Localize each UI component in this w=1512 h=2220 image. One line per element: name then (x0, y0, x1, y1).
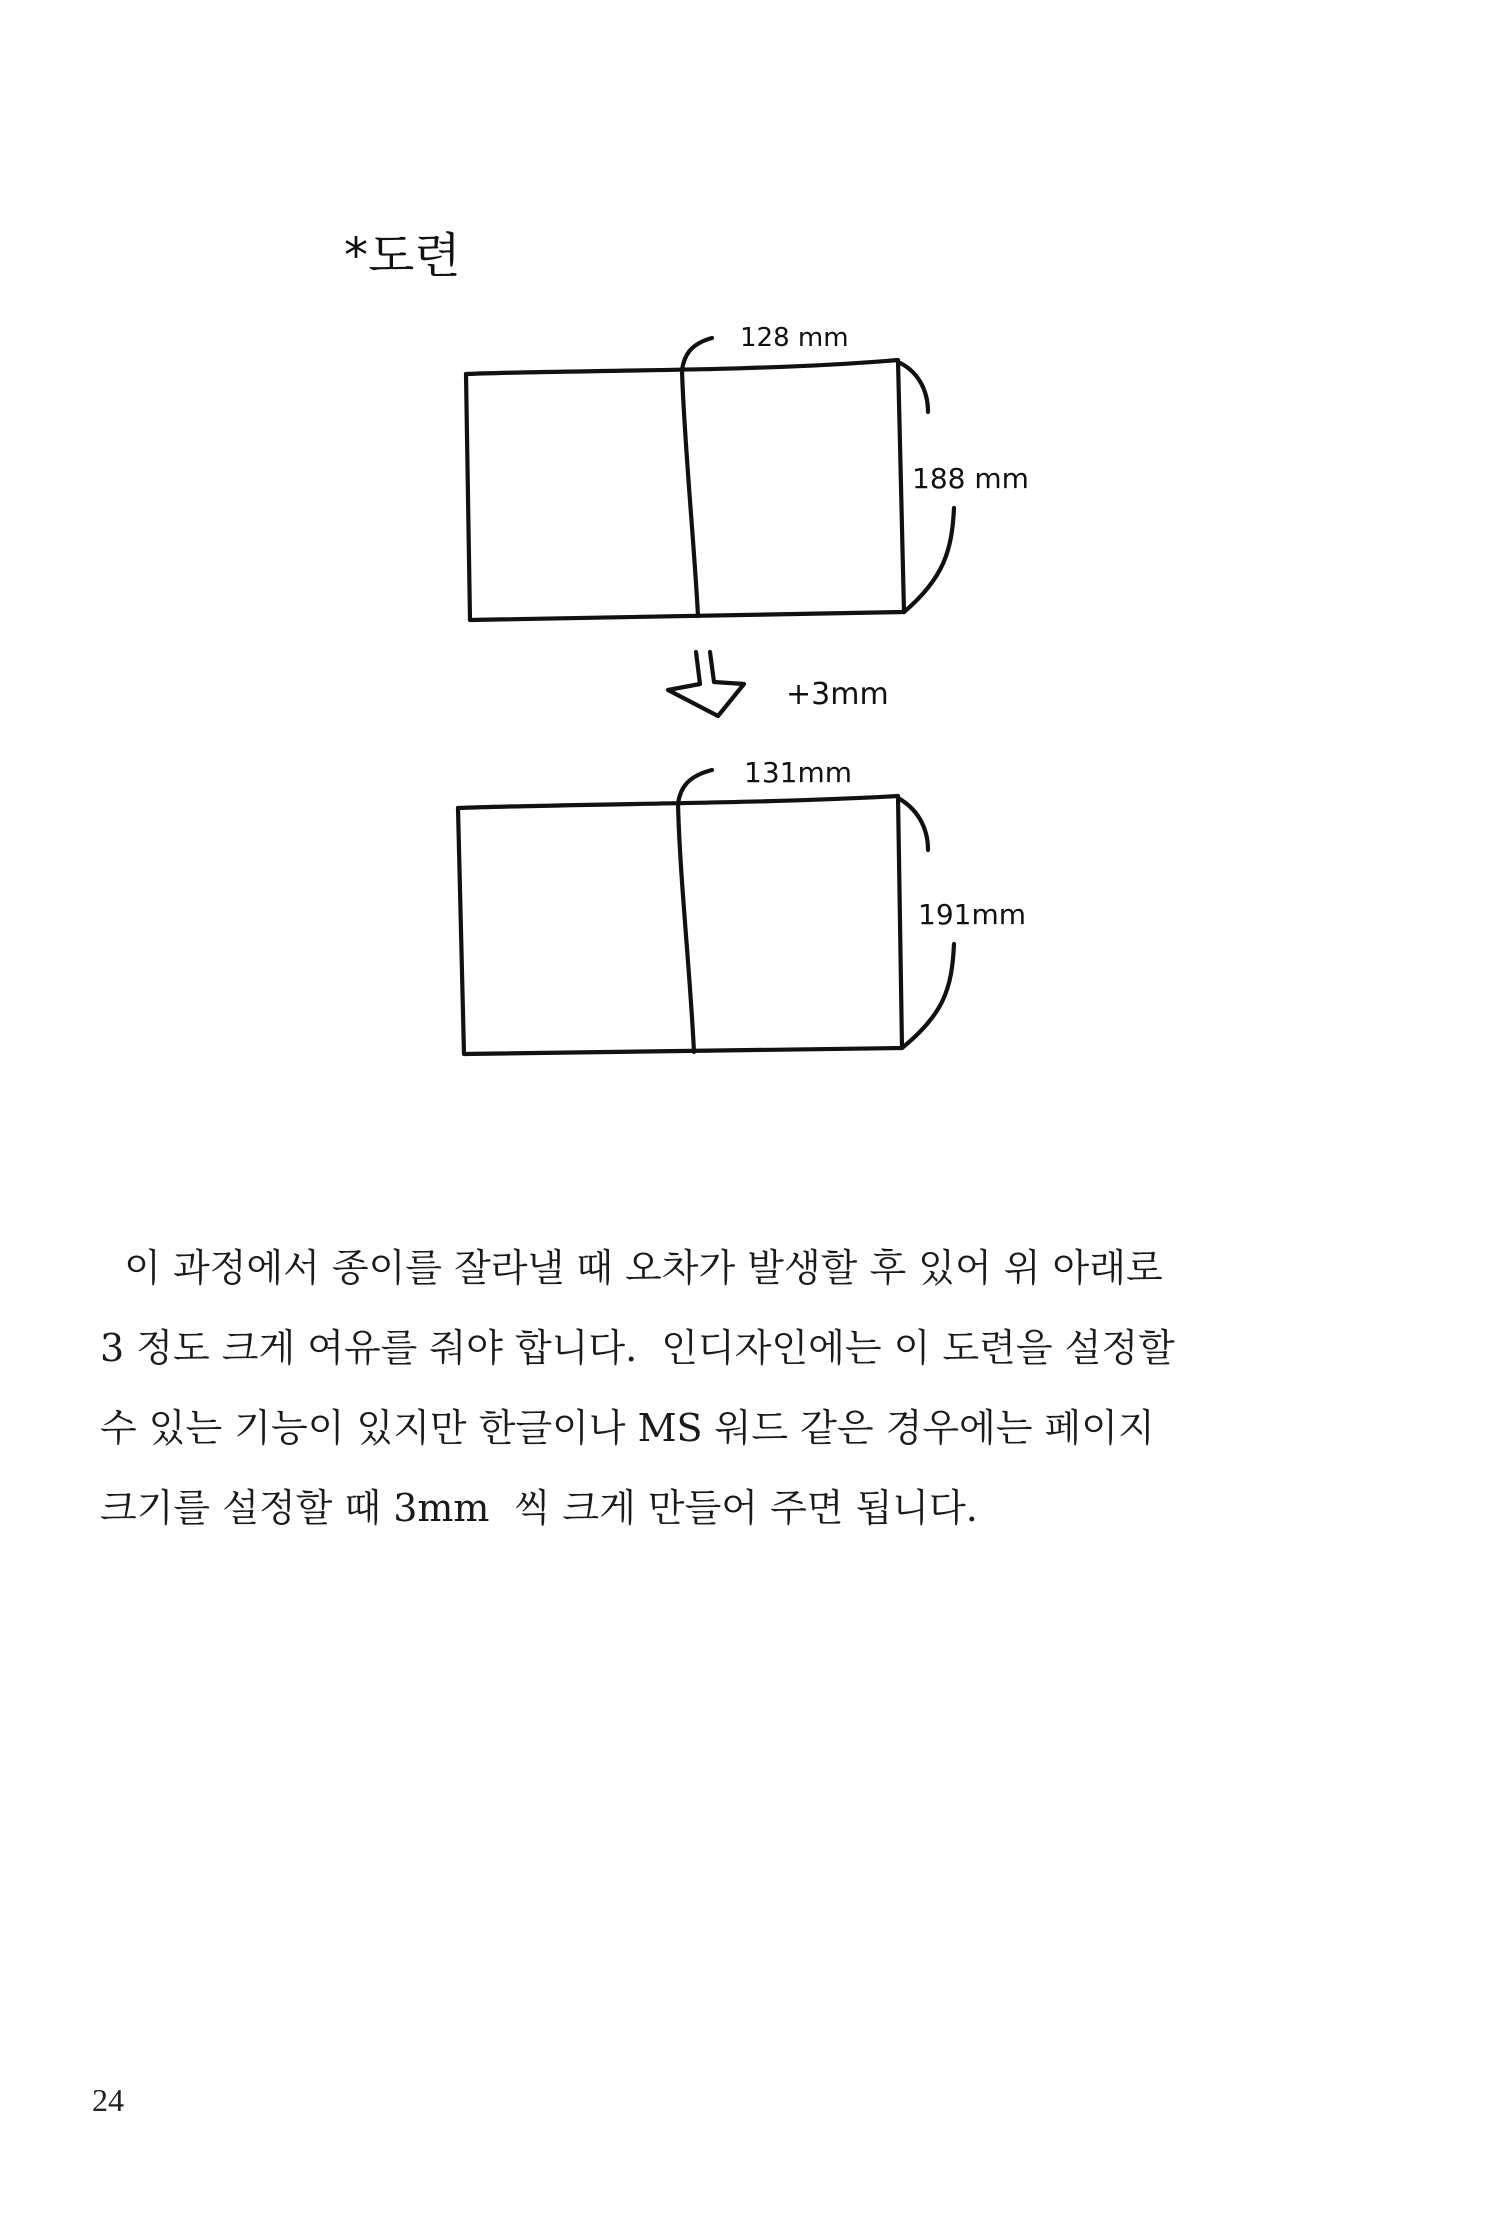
paragraph-line: 3 정도 크게 여유를 줘야 합니다. 인디자인에는 이 도련을 설정할 (100, 1326, 1175, 1370)
bottom-width-label: 131mm (744, 756, 852, 789)
bottom-sheet-fold-line (678, 804, 694, 1052)
top-height-bracket-lower (904, 508, 954, 612)
bottom-height-bracket-lower (902, 944, 954, 1048)
bottom-height-bracket-upper (898, 798, 928, 850)
paragraph-line: 수 있는 기능이 있지만 한글이나 MS 워드 같은 경우에는 페이지 (100, 1406, 1155, 1450)
top-width-bracket (682, 338, 712, 370)
top-sheet-fold-line (682, 370, 698, 616)
paragraph-line: 크기를 설정할 때 3mm 씩 크게 만들어 주면 됩니다. (100, 1486, 978, 1530)
bottom-sheet-diagram (458, 756, 1026, 1054)
top-sheet-diagram (466, 323, 1029, 620)
page-number: 24 (92, 2082, 124, 2118)
figure-heading: *도련 (344, 228, 461, 284)
bottom-height-label: 191mm (918, 898, 1026, 931)
delta-label: +3mm (786, 677, 889, 712)
enlarge-arrow (668, 652, 889, 716)
paragraph-line: 이 과정에서 종이를 잘라낼 때 오차가 발생할 후 있어 위 아래로 (100, 1246, 1163, 1290)
body-paragraph (100, 1228, 1270, 1548)
top-width-label: 128 mm (740, 323, 849, 353)
down-arrow-icon (668, 652, 744, 716)
bottom-width-bracket (678, 770, 712, 804)
top-height-label: 188 mm (912, 462, 1029, 495)
top-height-bracket-upper (898, 362, 928, 412)
